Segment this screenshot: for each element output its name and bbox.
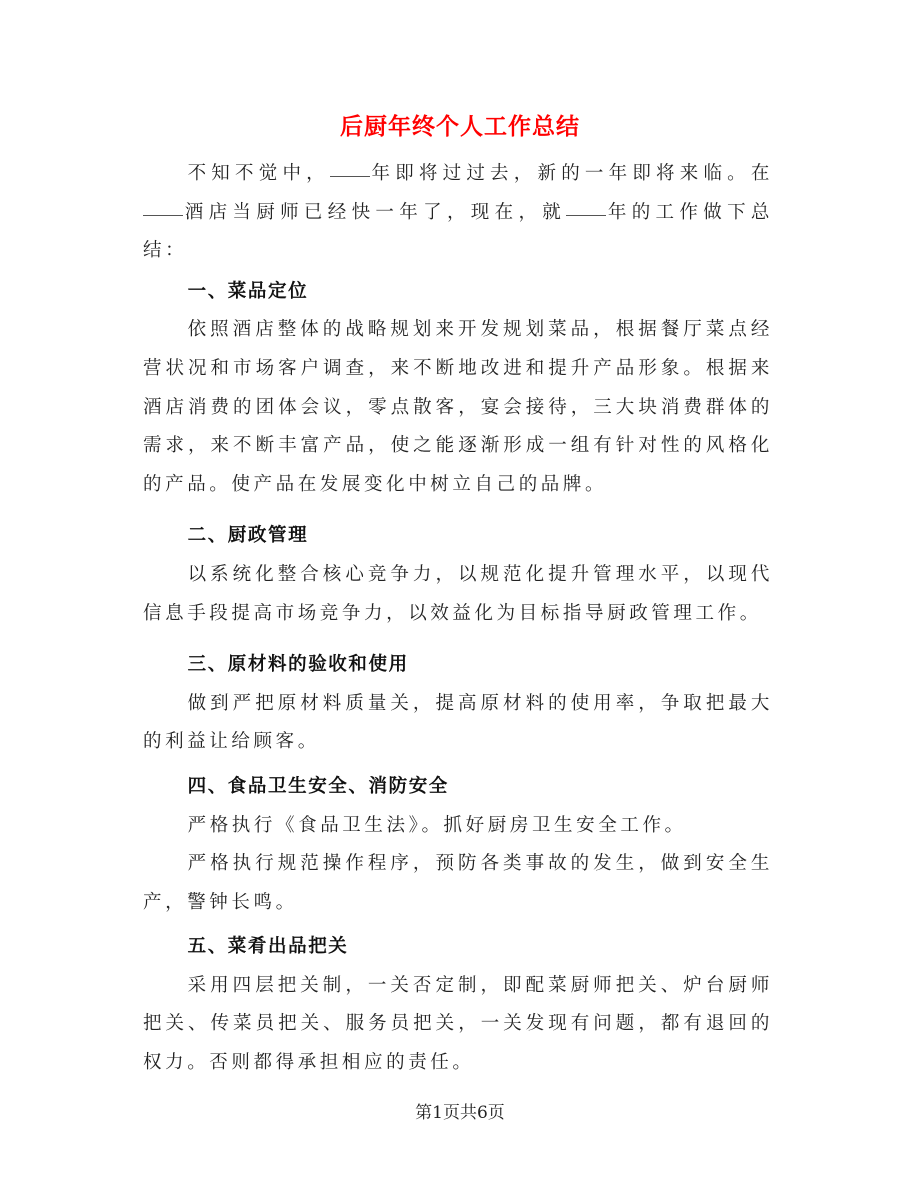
section-paragraph: 严格执行规范操作程序，预防各类事故的发生，做到安全生产，警钟长鸣。 (143, 853, 773, 913)
blank-underline (143, 214, 183, 216)
document-body (143, 155, 773, 1083)
section-heading: 四、食品卫生安全、消防安全 (187, 775, 449, 797)
intro-text: 酒店当厨师已经快一年了，现在，就 (183, 201, 567, 223)
section-heading: 五、菜肴出品把关 (187, 936, 349, 958)
intro-text: 不知不觉中， (187, 163, 330, 184)
section-paragraph: 严格执行《食品卫生法》。抓好厨房卫生安全工作。 (187, 814, 687, 836)
blank-underline (566, 214, 606, 216)
intro-text: 年的工作做下总结： (143, 201, 774, 262)
intro-paragraph (143, 155, 773, 271)
section-paragraph: 依照酒店整体的战略规划来开发规划菜品，根据餐厅菜点经营状况和市场客户调查，来不断地改进和提升产品形象。根据来酒店消费的团体会议，零点散客，宴会接待，三大块消费群体的需求，来不断丰富产品，使之能逐渐形成一组有针对性的风格化的产品。使产品在发展变化中树立自己的品牌。 (143, 319, 773, 495)
section-paragraph: 做到严把原材料质量关，提高原材料的使用率，争取把最大的利益让给顾客。 (143, 692, 773, 753)
blank-underline (330, 175, 370, 177)
section-heading: 二、厨政管理 (187, 525, 309, 547)
intro-text: 年即将过过去，新的一年即将来临。在 (369, 163, 773, 184)
section-paragraph: 以系统化整合核心竞争力，以规范化提升管理水平，以现代信息手段提高市场竞争力，以效益化为目标指导厨政管理工作。 (143, 563, 773, 624)
section-heading: 一、菜品定位 (187, 280, 309, 302)
section-heading: 三、原材料的验收和使用 (187, 654, 409, 676)
section-paragraph: 采用四层把关制，一关否定制，即配菜厨师把关、炉台厨师把关、传菜员把关、服务员把关，一关发现有问题，都有退回的权力。否则都得承担相应的责任。 (143, 974, 773, 1074)
document-title: 后厨年终个人工作总结 (340, 114, 580, 140)
page-number-footer: 第1页共6页 (415, 1103, 505, 1123)
